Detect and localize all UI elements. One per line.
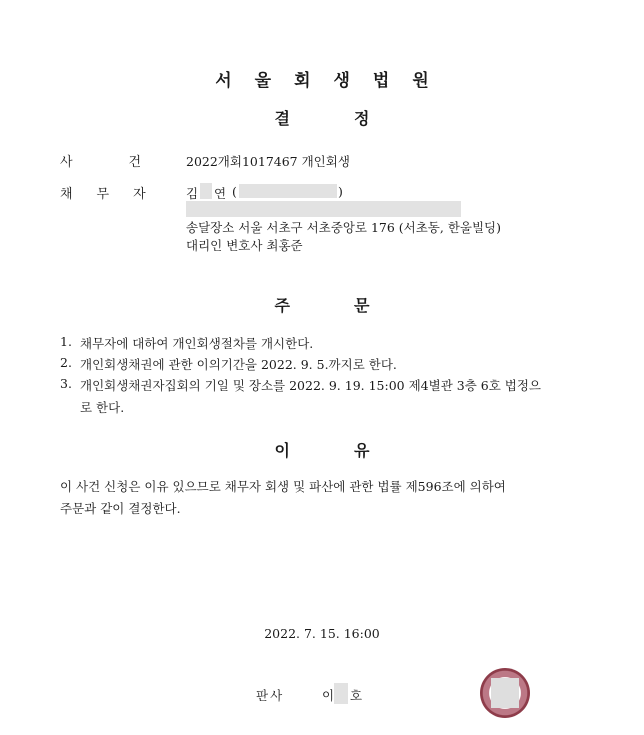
redacted-seal: [491, 678, 519, 708]
decision-date: 2022. 7. 15. 16:00: [264, 626, 380, 641]
judge-name-last: 호: [350, 688, 363, 703]
reason-line-2: 주문과 같이 결정한다.: [60, 501, 181, 516]
case-label: 사건: [60, 155, 198, 170]
debtor-name-first: 김: [186, 186, 199, 201]
debtor-agent: 대리인 변호사 최홍준: [186, 238, 303, 253]
redacted-name: [200, 183, 212, 199]
paren-open: (: [232, 184, 237, 199]
judge-name-first: 이: [322, 688, 335, 703]
order-item-2-number: 2.: [60, 355, 72, 370]
redacted-id: [239, 184, 337, 198]
order-item-3-number: 3.: [60, 376, 72, 391]
document-type: 결정: [274, 109, 434, 128]
redacted-address: [186, 201, 461, 217]
redacted-judge-name: [334, 683, 348, 704]
debtor-name-last: 연: [214, 186, 227, 201]
reason-line-1: 이 사건 신청은 이유 있으므로 채무자 회생 및 파산에 관한 법률 제596조에 의하여: [60, 479, 506, 494]
court-name: 서울회생법원: [215, 71, 452, 91]
debtor-label: 채무자: [60, 187, 170, 202]
order-item-3-line-1: 개인회생채권자집회의 기일 및 장소를 2022. 9. 19. 15:00 제4별관 3층 6호 법정으: [80, 378, 541, 393]
judge-title: 판사: [256, 688, 285, 703]
order-heading: 주문: [274, 296, 434, 315]
reason-heading: 이유: [274, 441, 434, 460]
order-item-1-number: 1.: [60, 334, 72, 349]
order-item-1: 채무자에 대하여 개인회생절차를 개시한다.: [80, 336, 314, 351]
paren-close: ): [338, 184, 343, 199]
service-address: 송달장소 서울 서초구 서초중앙로 176 (서초동, 한울빌딩): [186, 220, 502, 235]
order-item-3-line-2: 로 한다.: [80, 400, 125, 415]
case-number: 2022개회1017467 개인회생: [186, 154, 350, 169]
order-item-2: 개인회생채권에 관한 이의기간을 2022. 9. 5.까지로 한다.: [80, 357, 397, 372]
